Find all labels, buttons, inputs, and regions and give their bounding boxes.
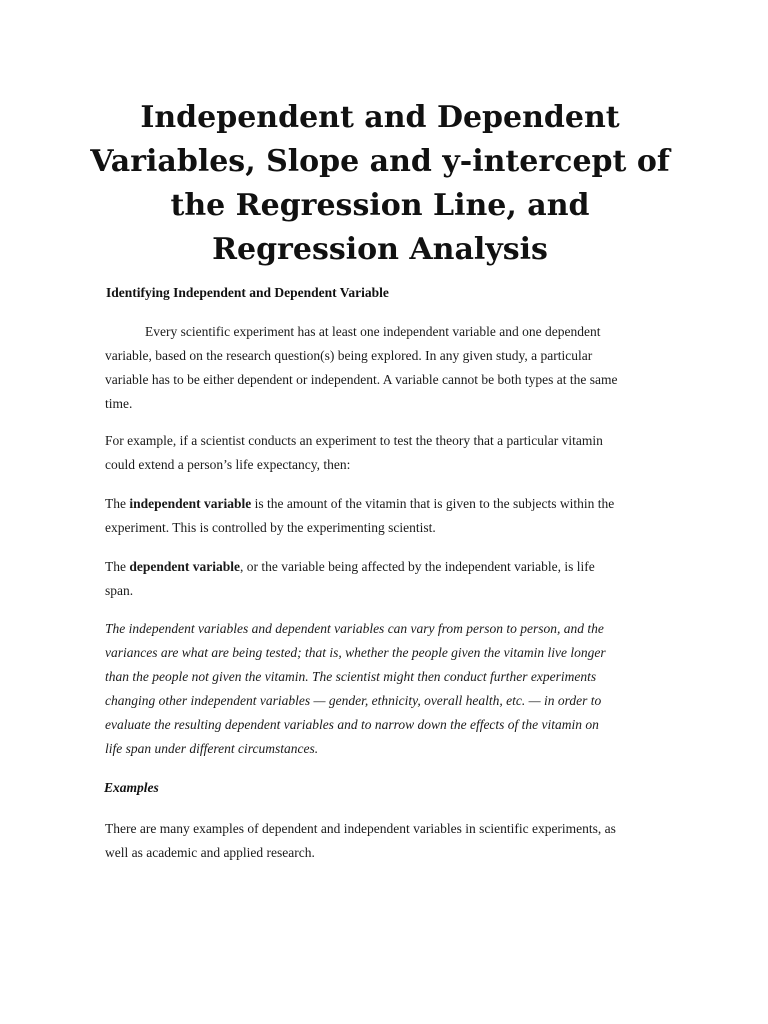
paragraph-intro xyxy=(105,320,618,416)
paragraph-line: There are many examples of dependent and independent variables in scientific experiments, as xyxy=(105,821,616,836)
paragraph-line: evaluate the resulting dependent variables and to narrow down the effects of the vitamin on xyxy=(105,717,599,732)
paragraph-line xyxy=(105,492,615,516)
paragraph-example xyxy=(105,429,605,477)
title-line-2: Variables, Slope and y-intercept of xyxy=(90,144,670,179)
title-line-1: Independent and Dependent xyxy=(140,100,620,135)
paragraph-line: life span under different circumstances. xyxy=(105,741,319,756)
paragraph-line: The independent variables and dependent variables can vary from person to person, and the xyxy=(105,621,604,636)
paragraph-dependent-variable xyxy=(105,555,605,603)
text-rest: , or the variable being affected by the independent variable, is life xyxy=(240,559,595,574)
term-independent-variable: independent variable xyxy=(129,496,252,511)
term-dependent-variable: dependent variable xyxy=(129,559,241,574)
paragraph-line: experiment. This is controlled by the experimenting scientist. xyxy=(105,520,436,535)
paragraph-line: than the people not given the vitamin. The scientist might then conduct further experiments xyxy=(105,669,597,684)
paragraph-line: could extend a person’s life expectancy, then: xyxy=(105,457,351,472)
title-line-3: the Regression Line, and xyxy=(170,188,590,223)
paragraph-line: variances are what are being tested; that is, whether the people given the vitamin live longer xyxy=(105,645,606,660)
paragraph-line: changing other independent variables — gender, ethnicity, overall health, etc. — in order to xyxy=(105,693,602,708)
paragraph-line xyxy=(105,555,605,579)
paragraph-line: time. xyxy=(105,396,133,411)
paragraph-line: variable has to be either dependent or independent. A variable cannot be both types at the same xyxy=(105,372,618,387)
paragraph-italic-note xyxy=(105,617,605,761)
title-line-4: Regression Analysis xyxy=(212,232,548,267)
paragraph-line: well as academic and applied research. xyxy=(105,845,315,860)
paragraph-line: Every scientific experiment has at least one independent variable and one dependent xyxy=(145,324,601,339)
document-title xyxy=(60,96,700,272)
examples-heading: Examples xyxy=(104,780,159,795)
paragraph-line: span. xyxy=(105,583,134,598)
paragraph-line: For example, if a scientist conducts an experiment to test the theory that a particular vitamin xyxy=(105,433,603,448)
text-rest: is the amount of the vitamin that is given to the subjects within the xyxy=(251,496,615,511)
text-prefix: The xyxy=(105,496,130,511)
text-prefix: The xyxy=(105,559,130,574)
section-heading: Identifying Independent and Dependent Variable xyxy=(106,285,389,300)
paragraph-independent-variable xyxy=(105,492,615,540)
paragraph-line: variable, based on the research question(s) being explored. In any given study, a particular xyxy=(105,348,593,363)
paragraph-examples xyxy=(105,817,616,865)
